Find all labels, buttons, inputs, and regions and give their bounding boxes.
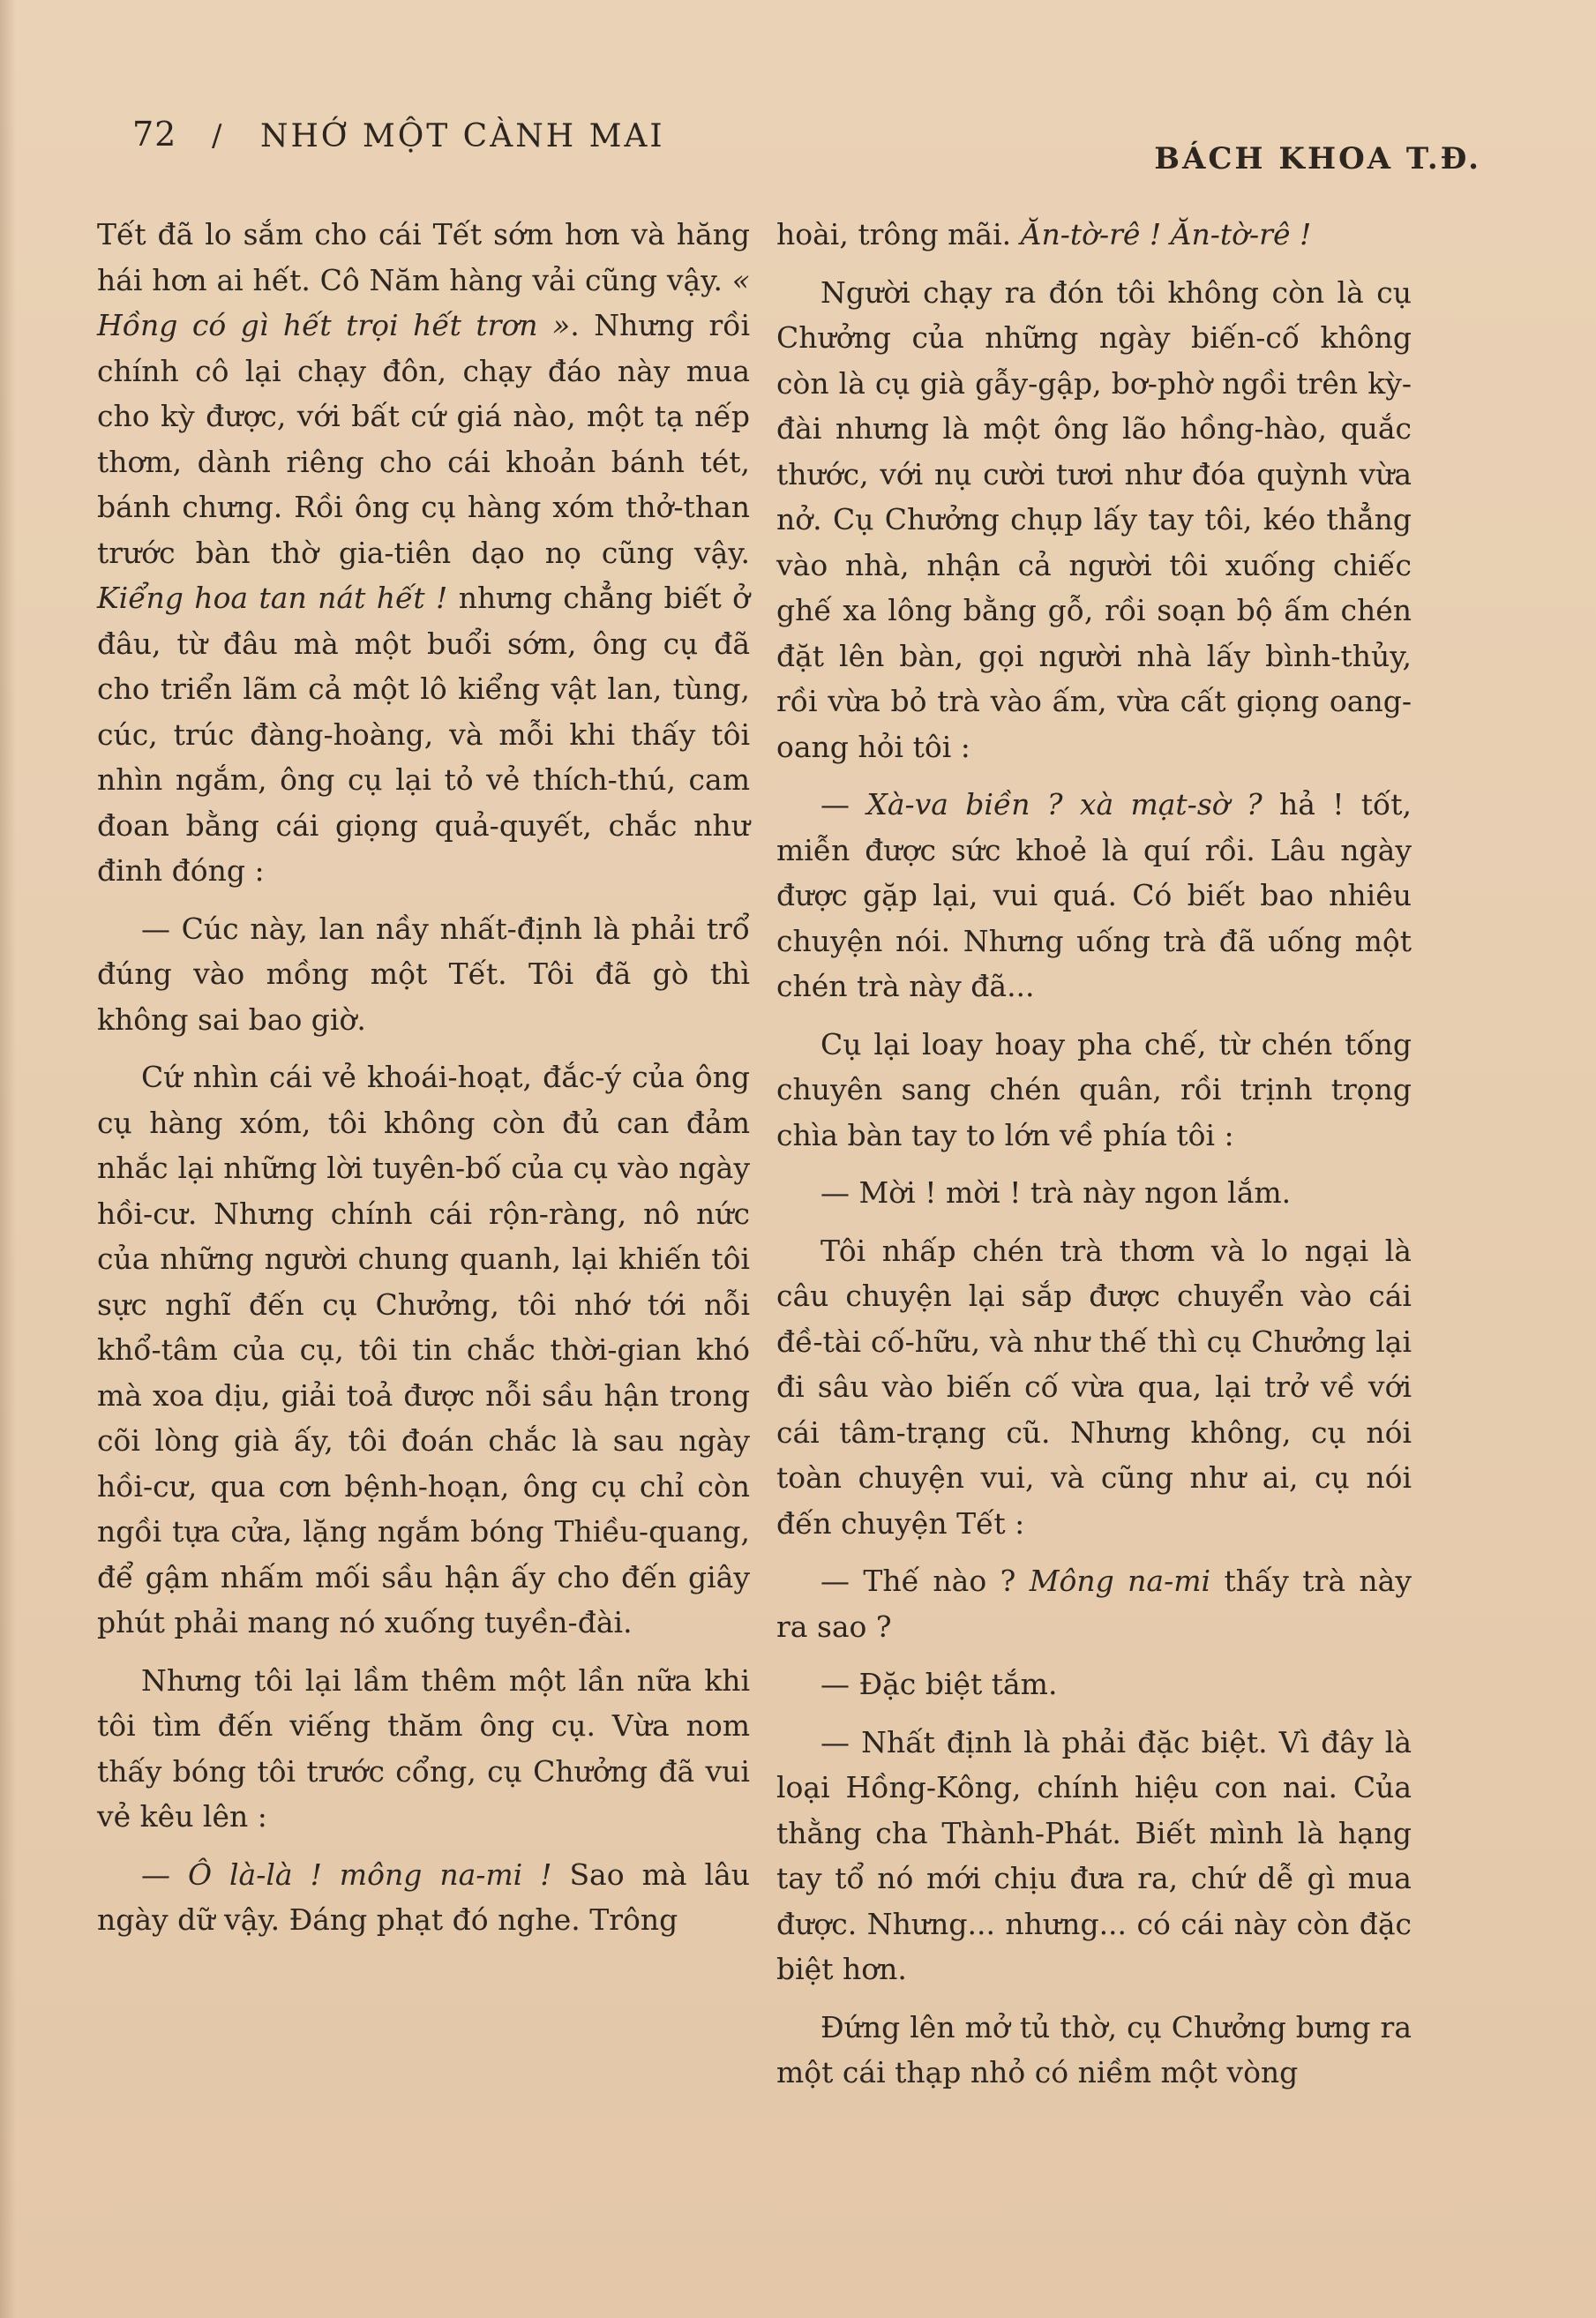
running-title: NHỚ MỘT CÀNH MAI — [260, 118, 665, 154]
page-header — [132, 106, 1490, 176]
paragraph — [97, 1658, 750, 1840]
text-run: Cụ lại loay hoay pha chế, từ chén tống chuyên sang chén quân, rồi trịnh trọng chìa bàn tay to lớn về phía tôi : — [776, 1026, 1412, 1152]
text-run: Tết đã lo sắm cho cái Tết sớm hơn và hăng hái hơn ai hết. Cô Năm hàng vải cũng vậy. — [97, 217, 750, 297]
journal-name: BÁCH KHOA T.Đ. — [1154, 141, 1481, 176]
paragraph — [776, 1558, 1412, 1649]
paragraph — [97, 906, 750, 1043]
italic-text: « Hồng có gì hết trọi hết trơn » — [97, 262, 750, 342]
text-run: — Thế nào ? — [820, 1564, 1030, 1598]
paragraph — [776, 1228, 1412, 1547]
text-run: — Nhất định là phải đặc biệt. Vì đây là loại Hồng-Kông, chính hiệu con nai. Của thằng cha Thành-Phát. Biết mình là hạng tay tổ nó mới chịu đưa ra, chứ dễ gì mua được. Nhưng... nhưng... có cái này còn đặc biệt hơn. — [776, 1724, 1412, 1986]
paragraph — [97, 1054, 750, 1646]
left-text-column — [97, 212, 750, 1955]
text-run: nhưng chẳng biết ở đâu, từ đâu mà một buổi sớm, ông cụ đã cho triển lãm cả một lô kiểng vật lan, tùng, cúc, trúc đàng-hoàng, và mỗi khi thấy tôi nhìn ngắm, ông cụ lại tỏ vẻ thích-thú, cam đoan bằng cái giọng quả-quyết, chắc như đinh đóng : — [97, 581, 750, 888]
text-run: thấy trà này ra sao ? — [776, 1564, 1412, 1644]
text-run: Tôi nhấp chén trà thơm và lo ngại là câu chuyện lại sắp được chuyển vào cái đề-tài cố-hữu, và như thế thì cụ Chưởng lại đi sâu vào biến cố vừa qua, lại trở về với cái tâm-trạng cũ. Nhưng không, cụ nói toàn chuyện vui, và cũng như ai, cụ nói đến chuyện Tết : — [776, 1233, 1412, 1541]
text-run: Nhưng tôi lại lầm thêm một lần nữa khi tôi tìm đến viếng thăm ông cụ. Vừa nom thấy bóng tôi trước cổng, cụ Chưởng đã vui vẻ kêu lên : — [97, 1662, 750, 1834]
paragraph — [776, 1720, 1412, 1992]
text-run: hoài, trông mãi. — [776, 217, 1021, 251]
text-run: — Mời ! mời ! trà này ngon lắm. — [820, 1175, 1292, 1210]
text-run: Đứng lên mở tủ thờ, cụ Chưởng bưng ra một cái thạp nhỏ có niềm một vòng — [776, 2009, 1412, 2089]
paragraph — [776, 1662, 1412, 1707]
italic-text: Xà-va biền ? xà mạt-sờ ? — [866, 787, 1263, 821]
italic-text: Ăn-tờ-rê ! Ăn-tờ-rê ! — [1020, 217, 1312, 251]
text-run: Cứ nhìn cái vẻ khoái-hoạt, đắc-ý của ông cụ hàng xóm, tôi không còn đủ can đảm nhắc lại những lời tuyên-bố của cụ vào ngày hồi-cư. Nhưng chính cái rộn-ràng, nô nức của những người chung quanh, lại khiến tôi sực nghĩ đến cụ Chưởng, tôi nhớ tới nỗi khổ-tâm của cụ, tôi tin chắc thời-gian khó mà xoa dịu, giải toả được nỗi sầu hận trong cõi lòng già ấy, tôi đoán chắc là sau ngày hồi-cư, qua cơn bệnh-hoạn, ông cụ chỉ còn ngồi tựa cửa, lặng ngắm bóng Thiều-quang, để gậm nhấm mối sầu hận ấy cho đến giây phút phải mang nó xuống tuyền-đài. — [97, 1060, 750, 1639]
text-run: — Cúc này, lan nầy nhất-định là phải trổ đúng vào mồng một Tết. Tôi đã gò thì không sai bao giờ. — [97, 911, 750, 1037]
paragraph — [776, 1170, 1412, 1216]
text-run: Người chạy ra đón tôi không còn là cụ Chưởng của những ngày biến-cố không còn là cụ già gẫy-gập, bơ-phờ ngồi trên kỳ-đài nhưng là một ông lão hồng-hào, quắc thước, với nụ cười tươi như đóa quỳnh vừa nở. Cụ Chưởng chụp lấy tay tôi, kéo thẳng vào nhà, nhận cả người tôi xuống chiếc ghế xa lông bằng gỗ, rồi soạn bộ ấm chén đặt lên bàn, gọi người nhà lấy bình-thủy, rồi vừa bỏ trà vào ấm, vừa cất giọng oang-oang hỏi tôi : — [776, 274, 1412, 764]
paragraph — [776, 782, 1412, 1009]
page-edge-shadow — [0, 0, 16, 2318]
text-run: . Nhưng rồi chính cô lại chạy đôn, chạy đáo này mua cho kỳ được, với bất cứ giá nào, một tạ nếp thơm, dành riêng cho cái khoản bánh tét, bánh chưng. Rồi ông cụ hàng xóm thở-than trước bàn thờ gia-tiên dạo nọ cũng vậy. — [97, 308, 750, 570]
italic-text: Kiểng hoa tan nát hết ! — [97, 581, 448, 615]
italic-text: — Ô là-là ! mông na-mi ! — [141, 1857, 552, 1892]
paragraph — [776, 1022, 1412, 1159]
text-run: Sao mà lâu ngày dữ vậy. Đáng phạt đó nghe. Trông — [97, 1857, 750, 1937]
paragraph — [97, 1852, 750, 1943]
text-run: — — [820, 787, 867, 821]
paragraph — [776, 2005, 1412, 2096]
paragraph — [97, 212, 750, 894]
paragraph — [776, 212, 1412, 258]
text-run: hả ! tốt, miễn được sức khoẻ là quí rồi. Lâu ngày được gặp lại, vui quá. Có biết bao nhiêu chuyện nói. Nhưng uống trà đã uống một chén trà này đã... — [776, 787, 1412, 1003]
page-number: 72 — [132, 115, 177, 154]
paragraph — [776, 270, 1412, 770]
header-separator: / — [212, 118, 222, 154]
italic-text: Mông na-mi — [1029, 1564, 1211, 1598]
right-text-column — [776, 212, 1412, 2108]
text-run: — Đặc biệt tắm. — [820, 1667, 1058, 1701]
